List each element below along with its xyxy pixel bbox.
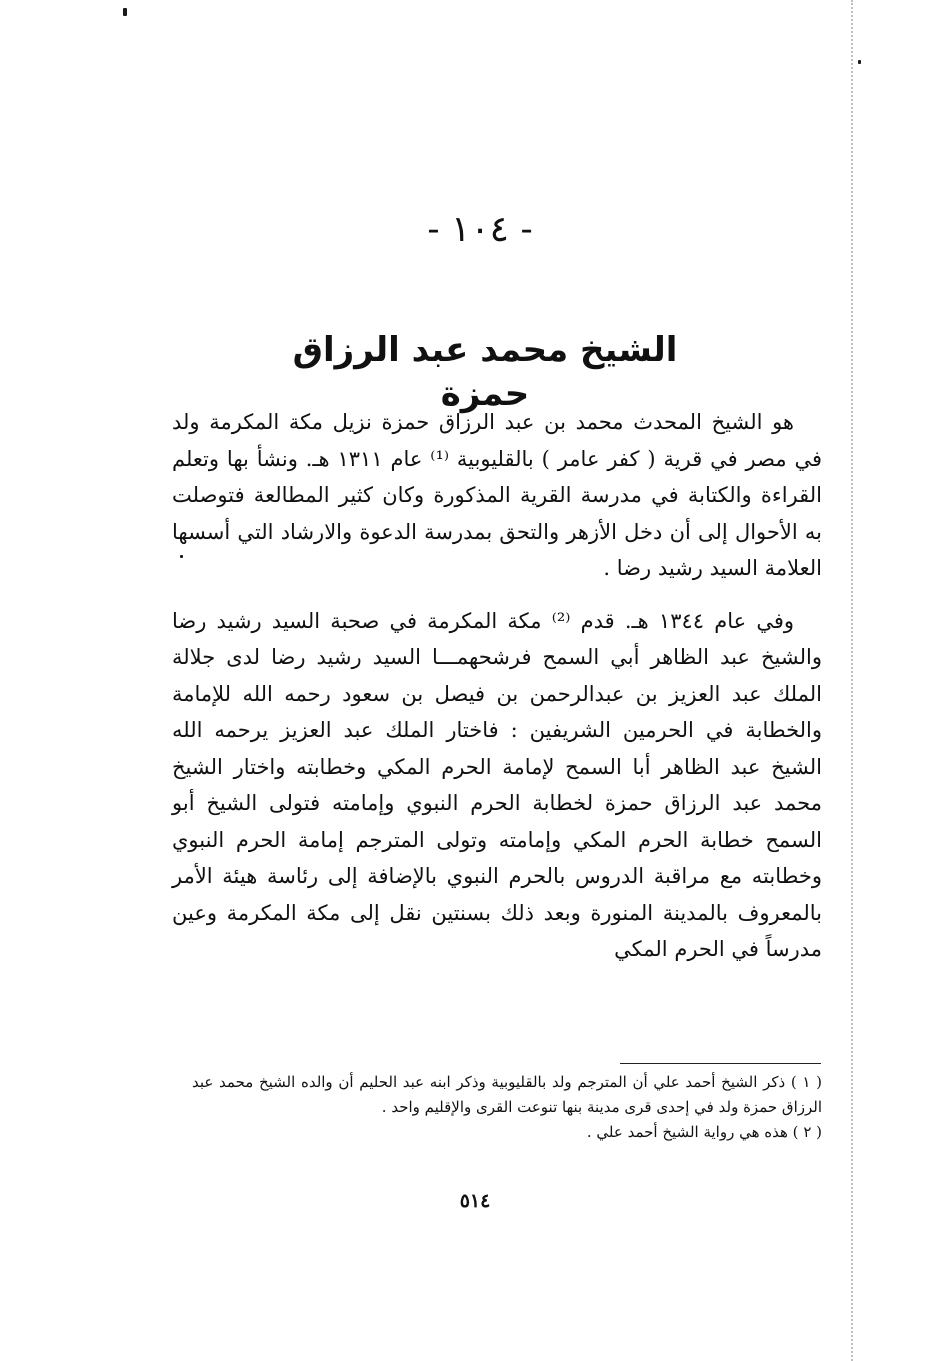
footnotes (192, 1070, 822, 1145)
paragraph-1: هو الشيخ المحدث محمد بن عبد الرزاق حمزة نزيل مكة المكرمة ولد في مصر في قرية ( كفر عامر ) بالقليوبية ⁽¹⁾ عام ١٣١١ هـ. ونشأ بها وتعلم القراءة والكتابة في مدرسة القرية المذكورة وكان كثير المطالعة فتوصلت به الأحوال إلى أن دخل الأزهر والتحق بمدرسة الدعوة والارشاد التي أسسها العلامة السيد رشيد رضا . (172, 410, 822, 580)
page-number: ٥١٤ (459, 1190, 491, 1212)
footnote-separator (620, 1063, 821, 1064)
footnote-1: ( ١ ) ذكر الشيخ أحمد علي أن المترجم ولد بالقليوبية وذكر ابنه عبد الحليم أن والده الشيخ محمد عبد الرزاق حمزة ولد في إحدى قرى مدينة بنها تنوعت القرى والإقليم واحد . (192, 1073, 822, 1116)
footnote-2: ( ٢ ) هذه هي رواية الشيخ أحمد علي . (586, 1123, 822, 1141)
scan-speck (858, 60, 861, 64)
page-title: الشيخ محمد عبد الرزاق حمزة (292, 329, 678, 414)
scan-edge-dotted-line (851, 0, 853, 1361)
page-header-marker: - ١٠٤ - (427, 209, 533, 250)
scan-speck (123, 8, 127, 16)
paragraph-2: وفي عام ١٣٤٤ هـ. قدم ⁽²⁾ مكة المكرمة في صحبة السيد رشيد رضا والشيخ عبد الظاهر أبي السمح فرشحهمـــا السيد رشيد رضا لدى جلالة الملك عبد العزيز بن عبدالرحمن بن فيصل بن سعود رحمه الله للإمامة والخطابة في الحرمين الشريفين : فاختار الملك عبد العزيز يرحمه الله الشيخ عبد الظاهر أبا السمح لإمامة الحرم المكي وخطابته واختار الشيخ محمد عبد الرزاق حمزة لخطابة الحرم النبوي وإمامته فتولى الشيخ أبو السمح خطابة الحرم المكي وإمامته وتولى المترجم إمامة الحرم النبوي وخطابته مع مراقبة الدروس بالحرم النبوي بالإضافة إلى رئاسة هيئة الأمر بالمعروف بالمدينة المنورة وبعد ذلك بسنتين نقل إلى مكة المكرمة وعين مدرساً في الحرم المكي (172, 608, 823, 961)
article-body (172, 404, 822, 968)
